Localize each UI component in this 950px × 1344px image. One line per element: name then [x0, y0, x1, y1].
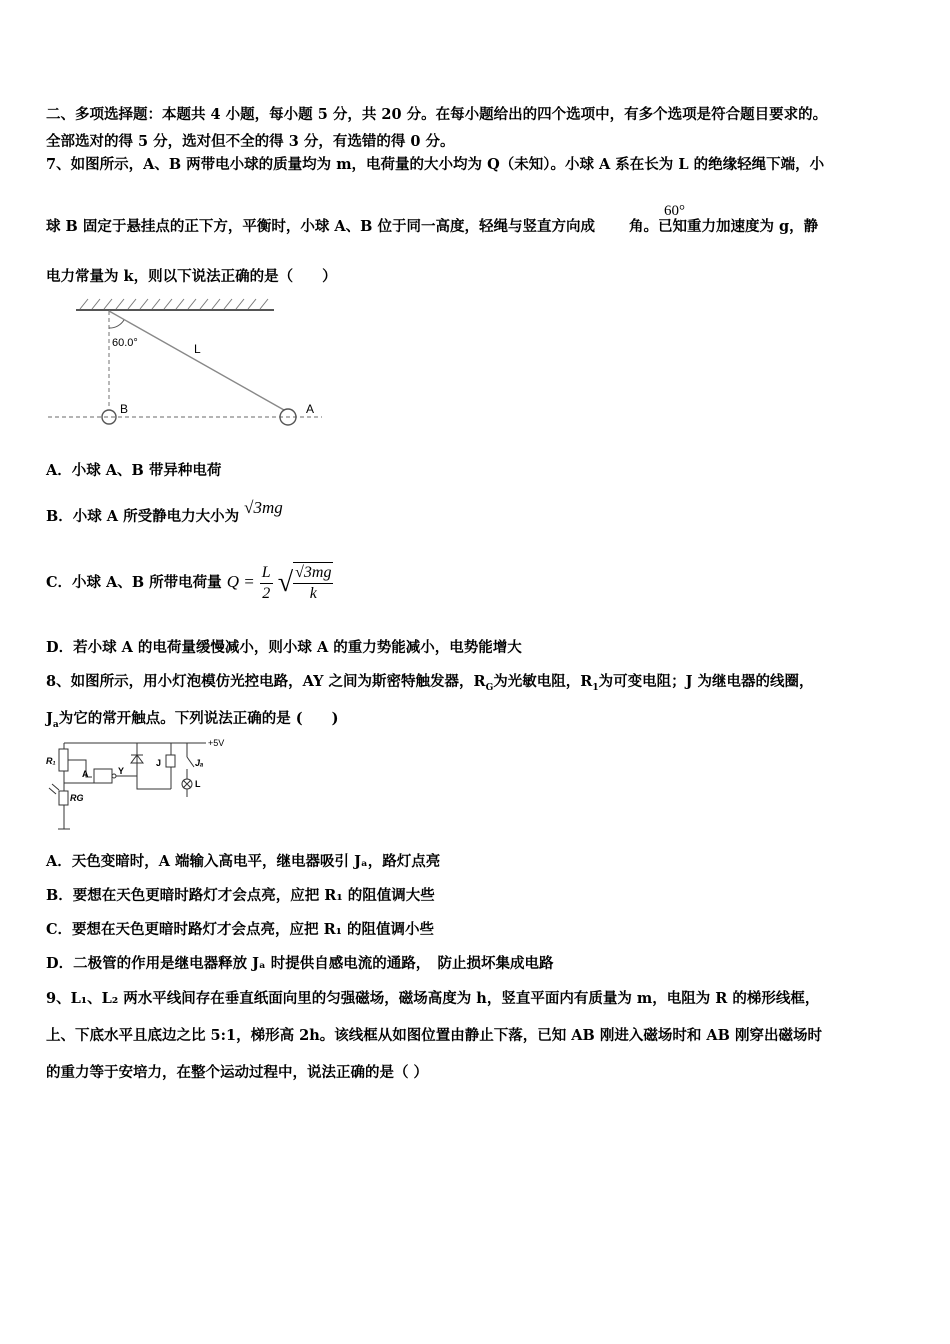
q7-stem-line-1: 7、如图所示，A、B 两带电小球的质量均为 m，电荷量的大小均为 Q（未知）。小球 A 系在长为 L 的绝缘轻绳下端，小	[46, 156, 825, 173]
q7-option-c-fraction	[260, 563, 273, 604]
q8-option-b: B．要想在天色更暗时路灯才会点亮，应把 R₁ 的阻值调大些	[46, 887, 435, 904]
q8-stem-line-1	[46, 670, 814, 693]
q8-stem-line-2	[46, 707, 339, 730]
q7-option-c-label: C．小球 A、B 所带电荷量	[46, 574, 222, 591]
frac-denominator: 2	[262, 584, 271, 602]
q8-line2-a: J	[46, 710, 53, 727]
rope-line	[109, 311, 284, 410]
q8-line1-b: 为光敏电阻，R	[493, 673, 593, 690]
ball-b-label: B	[120, 402, 129, 416]
r1-label: R₁	[46, 756, 56, 766]
q7-figure	[46, 296, 336, 436]
q8-option-d: D．二极管的作用是继电器释放 Jₐ 时提供自感电流的通路， 防止损坏集成电路	[46, 955, 554, 972]
section-title-line-1: 二、多项选择题：本题共 4 小题，每小题 5 分，共 20 分。在每小题给出的四个选项中，有多个选项是符合题目要求的。	[46, 106, 828, 123]
q7-option-c-root-fraction	[293, 562, 333, 604]
q7-option-b-formula: √3mg	[244, 498, 283, 517]
q8-option-c: C．要想在天色更暗时路灯才会点亮，应把 R₁ 的阻值调小些	[46, 921, 435, 938]
angle-label: 60.0°	[112, 337, 138, 349]
l-label: L	[195, 779, 201, 789]
q7-option-c-lhs: Q =	[226, 572, 255, 591]
q8-line1-sub2: 1	[592, 682, 599, 693]
vcc-label: +5V	[208, 738, 225, 748]
frac-numerator: L	[260, 563, 273, 584]
section-title-line-2: 全部选对的得 5 分，选对但不全的得 3 分，有选错的得 0 分。	[46, 133, 455, 150]
q8-line1-sub1: G	[485, 682, 494, 693]
ball-a-label: A	[306, 402, 315, 416]
q7-stem-line-2b: 角。已知重力加速度为 g，静	[628, 218, 819, 235]
rope-label: L	[194, 342, 201, 356]
q9-stem-line-3: 的重力等于安培力，在整个运动过程中，说法正确的是（ ）	[46, 1064, 429, 1081]
q9-stem-line-1: 9、L₁、L₂ 两水平线间存在垂直纸面向里的匀强磁场，磁场高度为 h，竖直平面内有质量为 m，电阻为 R 的梯形线框，	[46, 990, 820, 1007]
q7-option-d: D．若小球 A 的电荷量缓慢减小，则小球 A 的重力势能减小，电势能增大	[46, 639, 522, 656]
radical-sign-icon: √	[277, 567, 294, 598]
ceiling-hatch	[80, 299, 268, 309]
q7-angle-value: 60°	[664, 203, 685, 219]
q7-stem-line-2	[46, 215, 818, 236]
q8-line1-a: 8、如图所示，用小灯泡模仿光控电路，AY 之间为斯密特触发器，R	[46, 673, 486, 690]
q7-option-b	[46, 498, 283, 526]
q8-circuit	[44, 733, 244, 833]
root-denominator: k	[309, 585, 317, 602]
q7-option-b-text: B．小球 A 所受静电力大小为	[46, 508, 240, 525]
q9-stem-line-2: 上、下底水平且底边之比 5:1，梯形高 2h。该线框从如图位置由静止下落，已知 AB 刚进入磁场时和 AB 刚穿出磁场时	[46, 1027, 822, 1044]
ja-label: Jₐ	[195, 758, 204, 768]
q8-line2-sub: a	[52, 719, 59, 730]
j-label: J	[156, 758, 162, 768]
rg-label: RG	[70, 793, 84, 803]
q7-stem-line-3: 电力常量为 k，则以下说法正确的是（ ）	[46, 268, 337, 285]
root-numerator: √3mg	[293, 563, 333, 584]
q7-stem-line-2a: 球 B 固定于悬挂点的正下方，平衡时，小球 A、B 位于同一高度，轻绳与竖直方向成	[46, 218, 595, 235]
q8-line1-c: 为可变电阻；J 为继电器的线圈，	[598, 673, 814, 690]
q7-option-a: A．小球 A、B 带异种电荷	[46, 462, 222, 479]
q8-option-a: A．天色变暗时，A 端输入高电平，继电器吸引 Jₐ，路灯点亮	[46, 853, 441, 870]
q8-line2-b: 为它的常开触点。下列说法正确的是 ( )	[58, 710, 339, 727]
y-label: Y	[118, 766, 125, 776]
a-label: A	[82, 769, 89, 779]
q7-option-c	[46, 560, 333, 605]
angle-arc	[109, 320, 124, 328]
